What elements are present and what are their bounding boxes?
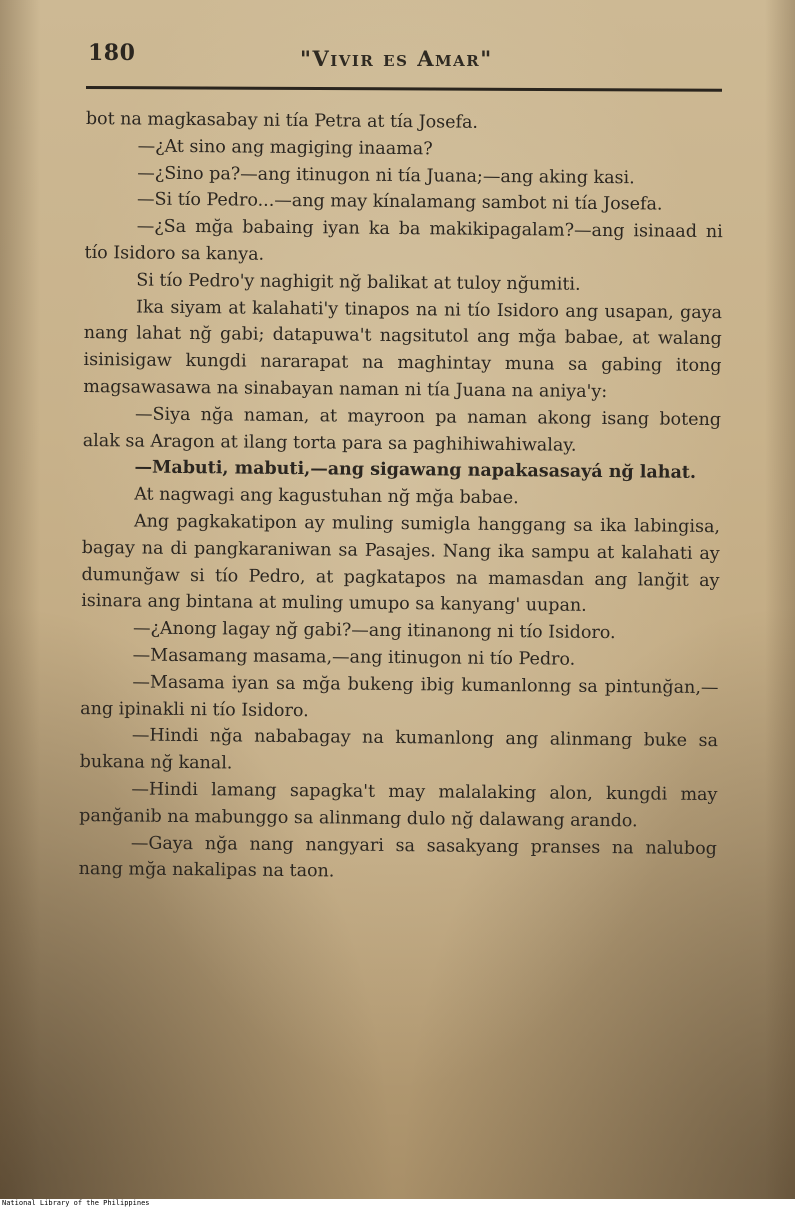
header-rule (86, 86, 722, 92)
paragraph: Si tío Pedro'y naghigit nğ balikat at tuloy nğumiti. (136, 270, 581, 295)
paragraph: bot na magkasabay ni tía Petra at tía Josefa. (85, 108, 479, 133)
paragraph: —Masamang masama,—ang itinugon ni tío Pedro. (132, 645, 576, 670)
paragraph: —Hindi nğa nababagay na kumanlong ang alinmang buke sa bukana nğ kanal. (79, 725, 719, 774)
paragraph: At nagwagi ang kagustuhan nğ mğa babae. (134, 484, 519, 509)
paragraph: —¿Sa mğa babaing iyan ka ba makikipagalam?—ang isinaad ni tío Isidoro sa kanya. (84, 216, 723, 265)
paragraph: —Mabuti, mabuti,—ang sigawang napakasasayá nğ lahat. (134, 457, 697, 484)
paragraph: —Siya nğa naman, at mayroon pa naman akong isang boteng alak sa Aragon at ilang torta para sa paghihiwahiwalay. (82, 404, 722, 456)
left-edge-shadow (0, 0, 40, 1199)
paragraph: Ika siyam at kalahati'y tinapos na ni tío Isidoro ang usapan, gaya nang lahat nğ gabi; datapuwa't nagsitutol ang mğa babae, at walang isinisigaw kungdi nararapat na maghintay muna sa gabing itong magsawasawa na sinabayan naman ni tía Juana na aniya'y: (83, 297, 723, 402)
paragraph: —Si tío Pedro...—ang may kínalamang sambot ni tía Josefa. (137, 189, 663, 215)
paragraph: Ang pagkakatipon ay muling sumigla hanggang sa ika labingisa, bagay na di pangkaraniwan sa Pasajes. Nang ika sampu at kalahati ay dumunğaw si tío Pedro, at pagkatapos na mamasdan ang lanğit ay isinara ang bintana at muling umupo sa kanyang' uupan. (81, 511, 721, 617)
paragraph: —Masama iyan sa mğa bukeng ibig kumanlonng sa pintunğan,—ang ipinakli ni tío Isidoro. (80, 672, 719, 721)
paragraph: —¿Sino pa?—ang itinugon ni tía Juana;—ang aking kasi. (137, 163, 635, 188)
paragraph: —Hindi lamang sapagka't may malalaking alon, kungdi may panğanib na mabunggo sa alinmang dulo nğ dalawang arando. (79, 779, 718, 832)
page-number: 180 (88, 40, 136, 66)
right-edge-shadow (765, 0, 795, 1199)
paragraph: —¿At sino ang magiging inaama? (137, 136, 433, 160)
paragraph: —Gaya nğa nang nangyari sa sasakyang pranses na nalubog nang mğa nakalipas na taon. (78, 832, 717, 882)
body-text (79, 106, 724, 889)
paragraph: —¿Anong lagay nğ gabi?—ang itinanong ni tío Isidoro. (132, 618, 616, 644)
library-credit: National Library of the Philippines (2, 1199, 150, 1207)
running-title: "Vivir es Amar" (300, 46, 493, 71)
